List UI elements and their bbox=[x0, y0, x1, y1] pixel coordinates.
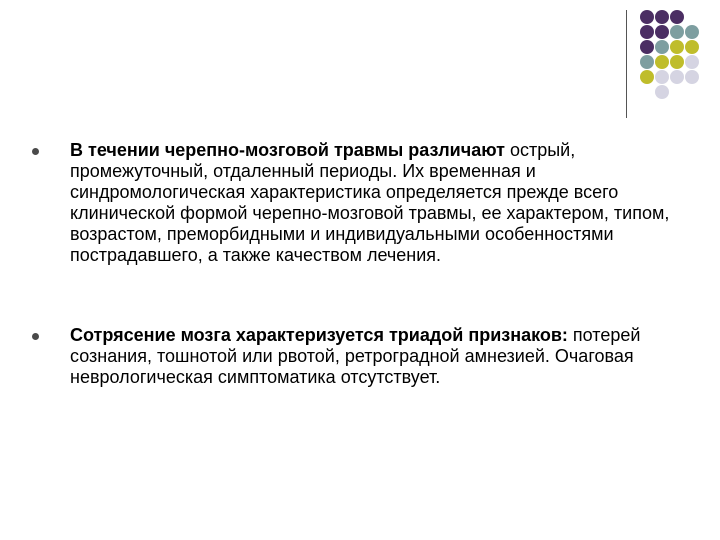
decorative-dot bbox=[685, 55, 699, 69]
paragraph-2-bold: Сотрясение мозга характеризуется триадой признаков: bbox=[70, 325, 568, 345]
decorative-dot bbox=[655, 40, 669, 54]
bullet-icon bbox=[32, 148, 39, 155]
decorative-dot bbox=[685, 70, 699, 84]
decorative-dot bbox=[670, 25, 684, 39]
decorative-dot bbox=[655, 10, 669, 24]
decorative-dot bbox=[655, 55, 669, 69]
paragraph-2-text: потерей сознания, тошнотой или рвотой, ретроградной амнезией. Очаговая неврологическая симптоматика отсутствует. bbox=[70, 325, 641, 387]
decorative-dot bbox=[655, 25, 669, 39]
paragraph-2 bbox=[70, 325, 680, 388]
decorative-dot bbox=[670, 55, 684, 69]
bullet-icon bbox=[32, 333, 39, 340]
decorative-dot bbox=[670, 10, 684, 24]
decorative-vertical-line bbox=[626, 10, 627, 118]
paragraph-1 bbox=[70, 140, 680, 266]
decorative-dot bbox=[640, 10, 654, 24]
decorative-dot bbox=[655, 70, 669, 84]
paragraph-1-text: острый, промежуточный, отдаленный периоды. Их временная и синдромологическая характеристика определяется прежде всего клинической формой черепно-мозговой травмы, ее характером, типом, возрастом, преморбидными и индивидуальными особенностями пострадавшего, а также качеством лечения. bbox=[70, 140, 670, 265]
decorative-dot bbox=[685, 25, 699, 39]
decorative-dot bbox=[640, 55, 654, 69]
decorative-dot bbox=[640, 70, 654, 84]
decorative-dot bbox=[670, 40, 684, 54]
decorative-dot bbox=[670, 70, 684, 84]
decorative-dot bbox=[685, 40, 699, 54]
decorative-dot bbox=[640, 25, 654, 39]
paragraph-1-bold: В течении черепно-мозговой травмы различают bbox=[70, 140, 505, 160]
decorative-dot bbox=[640, 40, 654, 54]
decorative-dot bbox=[655, 85, 669, 99]
